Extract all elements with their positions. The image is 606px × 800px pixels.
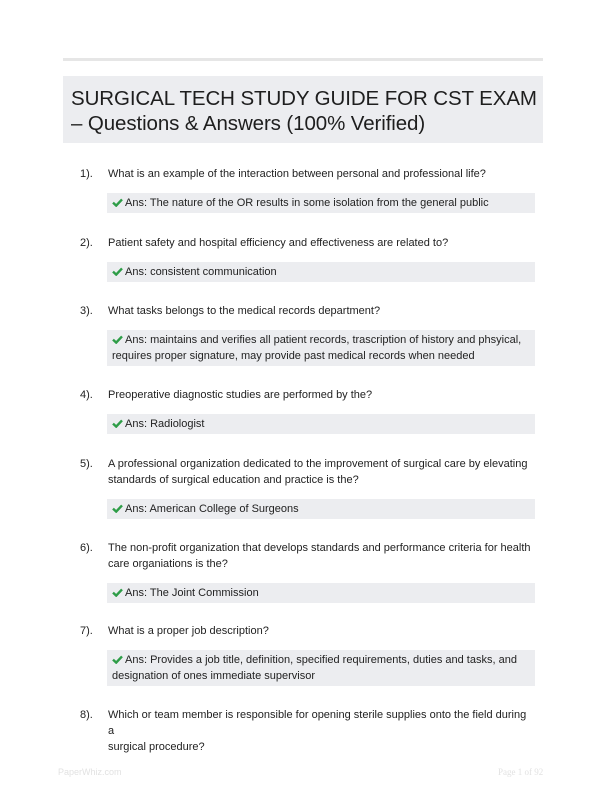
footer-page-number: Page 1 of 92 [498,767,544,777]
question-number: 1). [80,168,93,180]
question-text: Patient safety and hospital efficiency and effectiveness are related to? [108,237,449,249]
question-text: What is a proper job description? [108,625,269,637]
question-number: 5). [80,458,93,470]
question-text [108,456,535,488]
answer-text-line-2: designation of ones immediate supervisor [112,670,316,682]
question-text-line-2: surgical procedure? [108,741,205,753]
qa-item-5 [80,456,535,519]
answer-text: Ans: consistent communication [125,266,277,278]
question-number: 8). [80,709,93,721]
qa-item-4 [80,387,535,434]
question-text-line-1: Which or team member is responsible for opening sterile supplies onto the field during a [108,709,527,737]
check-icon [112,588,123,597]
question-row [80,303,535,319]
qa-item-3 [80,303,535,366]
answer-text: Ans: The Joint Commission [125,587,259,599]
document-title-line-1: SURGICAL TECH STUDY GUIDE FOR CST EXAM [71,87,537,110]
answer-box [107,193,535,213]
question-text-line-2: care organiations is the? [108,558,228,570]
qa-item-1 [80,166,535,213]
question-row [80,540,535,572]
question-text: What tasks belongs to the medical records department? [108,305,381,317]
question-text-line-2: standards of surgical education and practice is the? [108,474,359,486]
answer-box [107,414,535,434]
question-row [80,456,535,488]
answer-text: Ans: American College of Surgeons [125,503,299,515]
answer-text-line-2: requires proper signature, may provide past medical records when needed [112,350,475,362]
answer-box [107,650,535,686]
check-icon [112,267,123,276]
check-icon [112,198,123,207]
question-text [108,540,535,572]
question-number: 7). [80,625,93,637]
answer-box [107,499,535,519]
title-banner [63,76,543,143]
question-row [80,235,535,251]
question-number: 4). [80,389,93,401]
question-text [108,707,535,755]
check-icon [112,655,123,664]
qa-item-7 [80,623,535,686]
question-number: 3). [80,305,93,317]
answer-text: Ans: Radiologist [125,418,205,430]
question-number: 2). [80,237,93,249]
check-icon [112,504,123,513]
question-text: What is an example of the interaction between personal and professional life? [108,168,486,180]
answer-text: Ans: The nature of the OR results in some isolation from the general public [125,197,489,209]
answer-box [107,583,535,603]
question-number: 6). [80,542,93,554]
check-icon [112,419,123,428]
question-row [80,707,535,755]
qa-item-2 [80,235,535,282]
question-text: Preoperative diagnostic studies are performed by the? [108,389,373,401]
answer-box [107,262,535,282]
answer-text-line-1: Ans: Provides a job title, definition, specified requirements, duties and tasks, and [125,654,517,666]
check-icon [112,335,123,344]
answer-box [107,330,535,366]
question-text-line-1: A professional organization dedicated to the improvement of surgical care by elevating [108,458,528,470]
qa-item-8 [80,707,535,755]
top-divider [63,58,543,61]
footer-site-name: PaperWhiz.com [58,767,122,777]
answer-text-line-1: Ans: maintains and verifies all patient records, trascription of history and phsyical, [125,334,522,346]
document-title-line-2: – Questions & Answers (100% Verified) [71,112,426,135]
question-row [80,387,535,403]
qa-item-6 [80,540,535,603]
question-text-line-1: The non-profit organization that develops standards and performance criteria for health [108,542,531,554]
question-row [80,623,535,639]
question-row [80,166,535,182]
